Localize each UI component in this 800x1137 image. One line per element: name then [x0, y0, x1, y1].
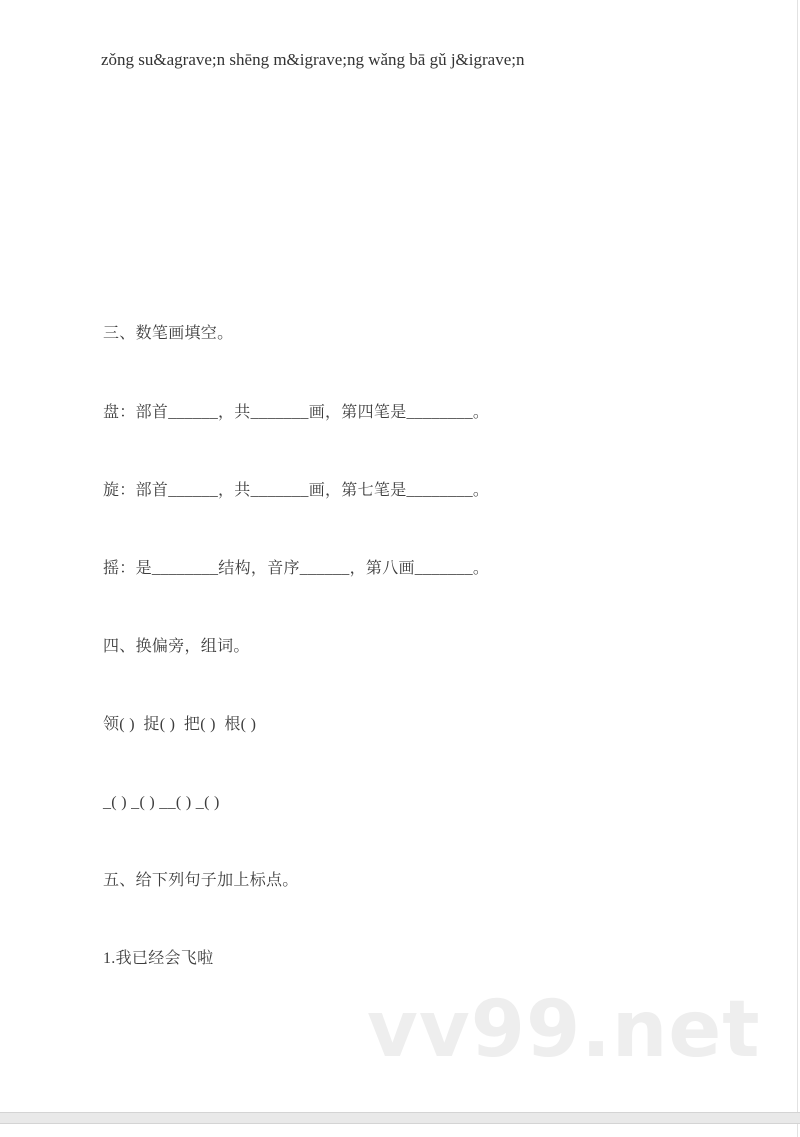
section-heading-radical-swap: 四、换偏旁，组词。: [103, 638, 250, 655]
pinyin-line: zǒng su&agrave;n shēng m&igrave;ng wǎng bā gǔ j&igrave;n: [101, 50, 525, 69]
next-page-top: [0, 1124, 798, 1137]
section-heading-stroke-count: 三、数笔画填空。: [103, 325, 234, 342]
radical-swap-blanks: _( ) _( ) __( ) _( ): [103, 794, 220, 811]
radical-swap-characters: 领( ) 捉( ) 把( ) 根( ): [103, 716, 257, 733]
stroke-question-xuan: 旋：部首______，共_______画，第七笔是________。: [103, 482, 490, 499]
stroke-question-pan: 盘：部首______，共_______画，第四笔是________。: [103, 404, 490, 421]
watermark: vv99.net: [367, 985, 761, 1075]
punctuation-sentence-1: 1.我已经会飞啦: [103, 950, 214, 967]
section-heading-punctuation: 五、给下列句子加上标点。: [103, 872, 299, 889]
page-break-divider: [0, 1112, 800, 1124]
stroke-question-yao: 摇：是________结构，音序______，第八画_______。: [103, 560, 490, 577]
